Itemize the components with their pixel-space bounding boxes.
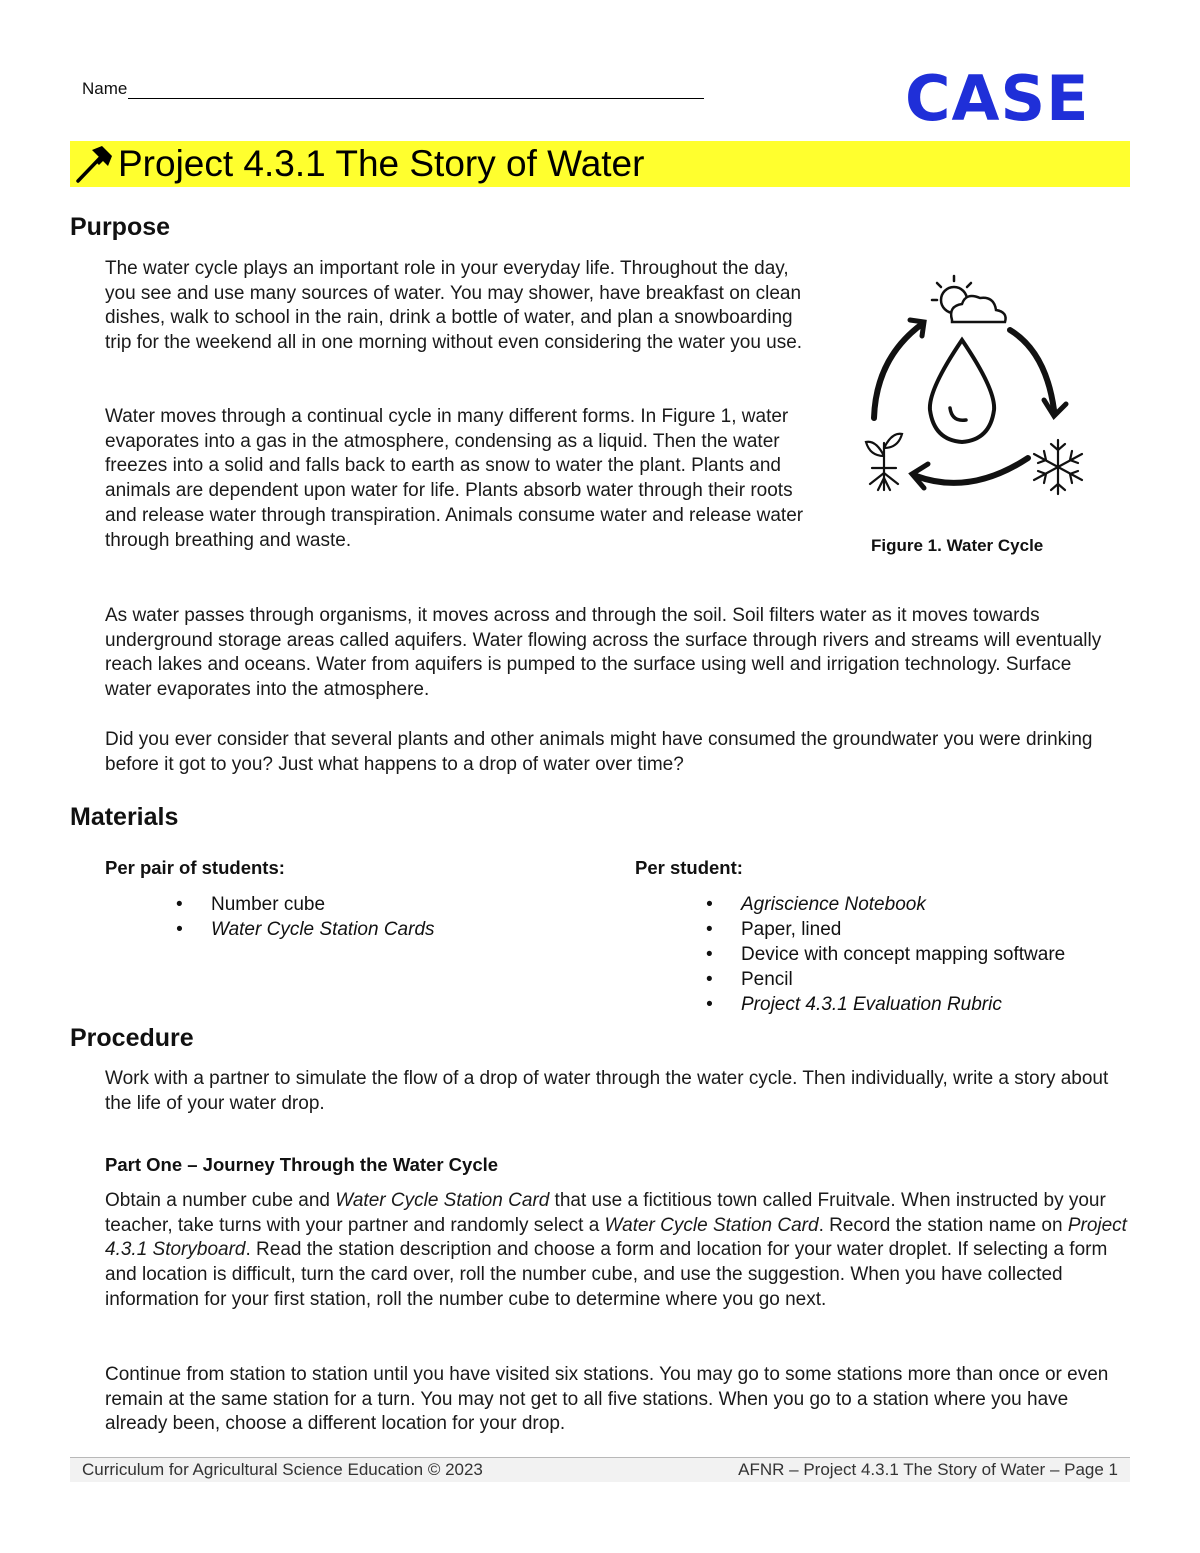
text-run: Obtain a number cube and (105, 1190, 336, 1211)
list-item: • Device with concept mapping software (706, 942, 1065, 967)
list-item: • Pencil (706, 967, 1065, 992)
per-student-label: Per student: (635, 857, 743, 878)
arrow-left-up (874, 320, 924, 418)
per-pair-label: Per pair of students: (105, 857, 285, 878)
name-label: Name (82, 79, 128, 98)
plant-icon (866, 434, 902, 490)
text-run: . Record the station name on (818, 1214, 1068, 1236)
per-student-list (706, 892, 1065, 1017)
procedure-heading: Procedure (70, 1024, 194, 1052)
text-run-italic: Water Cycle Station Card (604, 1214, 819, 1236)
arrow-right-down (1010, 330, 1066, 416)
list-item: • Water Cycle Station Cards (176, 917, 435, 942)
text-run: . Read the station description and choose a form and location for your water droplet. If selecting a form and location is difficult, turn the card over, roll the number cube, and use the suggestion. When you have collected information for your first station, roll the number cube to determine where you go next. (105, 1239, 1108, 1310)
case-logo: CASE (905, 62, 1090, 135)
list-item: • Paper, lined (706, 917, 1065, 942)
figure-caption: Figure 1. Water Cycle (871, 536, 1044, 555)
title-bar (70, 141, 1130, 187)
name-field (82, 79, 704, 99)
text-run-italic: Water Cycle Station Card (335, 1190, 550, 1211)
purpose-paragraph-1: The water cycle plays an important role in your everyday life. Throughout the day, you see and use many sources of water. You may shower, have breakfast on clean dishes, walk to school in the rain, drink a bottle of water, and plan a snowboarding trip for the weekend all in one morning without even considering the water you use. (105, 258, 803, 354)
footer (70, 1458, 1130, 1482)
purpose-paragraph-2: Water moves through a continual cycle in many different forms. In Figure 1, water evaporates into a gas in the atmosphere, condensing as a liquid. Then the water freezes into a solid and falls back to earth as snow to water the plant. Plants and animals are dependent upon water for life. Plants absorb water through their roots and release water through transpiration. Animals consume water and release water through breathing and waste. (105, 406, 804, 551)
sun-cloud-icon (932, 276, 1006, 322)
list-item: • Agriscience Notebook (706, 892, 1065, 917)
page-title: Project 4.3.1 The Story of Water (118, 143, 645, 184)
arrow-bottom-left (912, 458, 1028, 488)
text-run: that use a fictitious town called Fruitvale. When instructed by your teacher, take turns with your partner and randomly select a (105, 1190, 1106, 1236)
list-item: • Number cube (176, 892, 435, 917)
text-run-italic: Project 4.3.1 Storyboard (105, 1214, 1127, 1261)
purpose-heading: Purpose (70, 213, 171, 241)
materials-heading: Materials (70, 803, 179, 831)
part-one-paragraph-2: Continue from station to station until you have visited six stations. You may go to some stations more than once or even remain at the same station for a turn. You may not get to all five stations. When you go to a station where you have already been, choose a different location for your drop. (105, 1364, 1109, 1435)
purpose-paragraph-4: Did you ever consider that several plants and other animals might have consumed the groundwater you were drinking before it got to you? Just what happens to a drop of water over time? (105, 729, 1093, 775)
part-one-paragraph-1 (105, 1189, 1127, 1313)
water-cycle-figure (862, 268, 1092, 502)
water-drop-icon (930, 340, 994, 442)
footer-copyright: Curriculum for Agricultural Science Education © 2023 (82, 1460, 483, 1479)
purpose-paragraph-3: As water passes through organisms, it moves across and through the soil. Soil filters water as it moves towards underground storage areas called aquifers. Water flowing across the surface through rivers and streams will eventually reach lakes and oceans. Water from aquifers is pumped to the surface using well and irrigation technology. Surface water evaporates into the atmosphere. (105, 605, 1102, 701)
hammer-icon (70, 141, 116, 187)
name-underline (128, 80, 704, 99)
per-pair-list (176, 892, 435, 942)
procedure-intro: Work with a partner to simulate the flow of a drop of water through the water cycle. Then individually, write a story about the life of your water drop. (105, 1068, 1109, 1114)
list-item: • Project 4.3.1 Evaluation Rubric (706, 992, 1065, 1017)
snowflake-icon (1034, 440, 1082, 494)
footer-page-info: AFNR – Project 4.3.1 The Story of Water – Page 1 (738, 1460, 1118, 1479)
part-one-heading: Part One – Journey Through the Water Cycle (105, 1154, 499, 1175)
